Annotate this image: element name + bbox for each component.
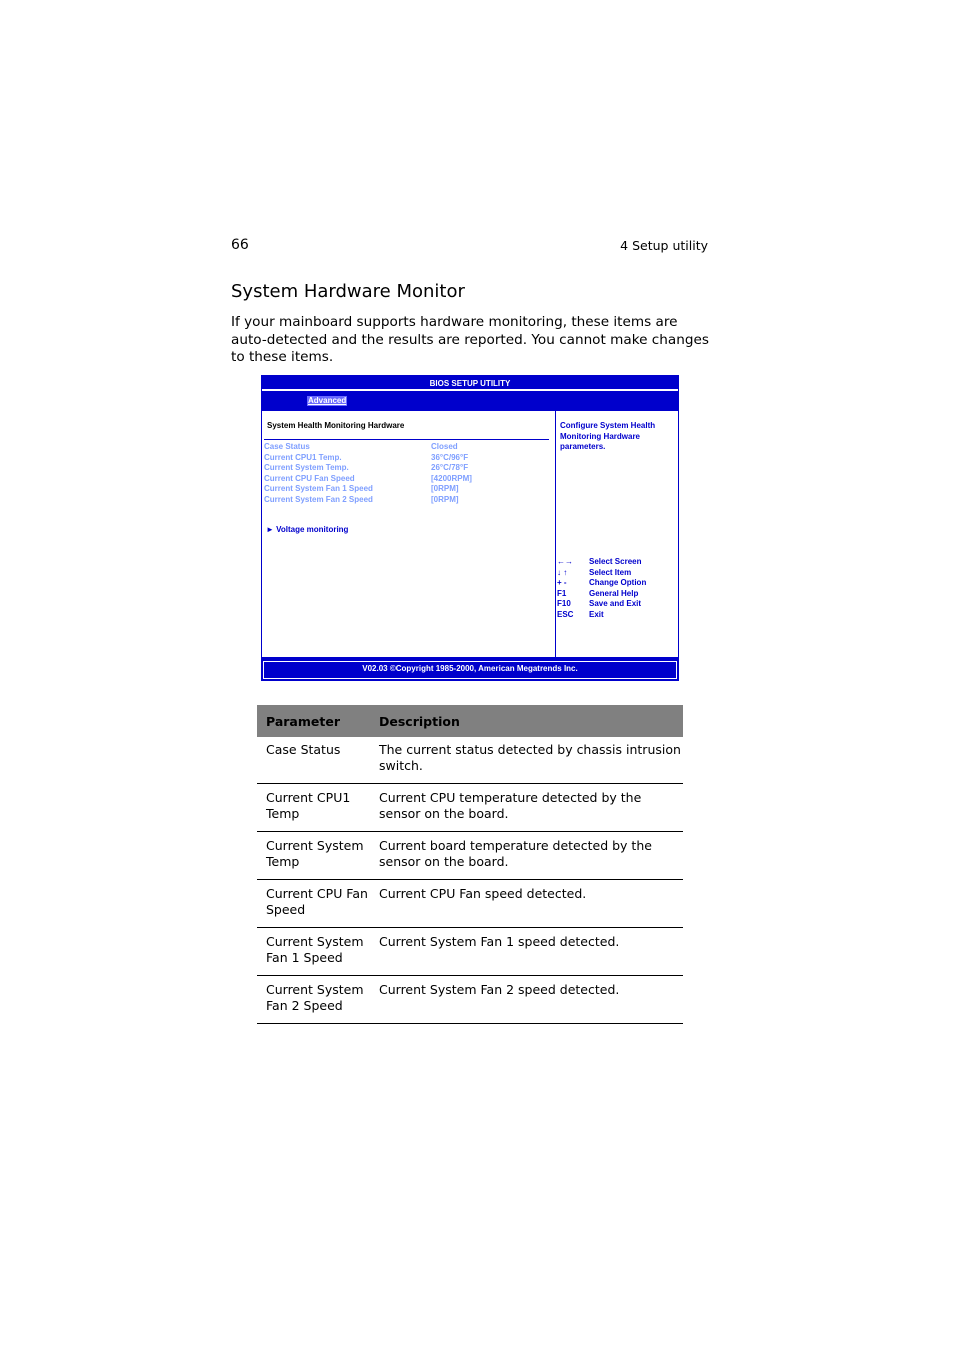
bios-row-label: Case Status: [264, 442, 310, 451]
parameter-cell: Current CPU1 Temp: [257, 784, 370, 832]
table-header-row: [257, 705, 683, 737]
bios-row-value: [0RPM]: [431, 494, 459, 504]
bios-title: BIOS SETUP UTILITY: [429, 379, 511, 388]
description-cell: Current System Fan 1 speed detected.: [370, 928, 683, 976]
bios-panel-heading: System Health Monitoring Hardware: [267, 421, 405, 430]
bios-row-label: Current CPU Fan Speed: [264, 473, 355, 483]
bios-help-text: Configure System Health Monitoring Hardware parameters.: [560, 421, 656, 451]
table-row: [257, 737, 683, 784]
bios-row-label: Current CPU1 Temp.: [264, 452, 342, 462]
bios-footer: [262, 657, 678, 680]
arrow-left-right-icon: ←→: [557, 557, 573, 566]
column-header-parameter: Parameter: [257, 705, 370, 737]
parameter-cell: Current CPU Fan Speed: [257, 880, 370, 928]
bios-row-case-status: [264, 442, 554, 452]
bios-copyright: V02.03 ©Copyright 1985-2000, American Megatrends Inc.: [263, 661, 677, 679]
bios-row-label: Current System Fan 1 Speed: [264, 484, 373, 493]
bios-row-value: Closed: [431, 442, 458, 451]
key-description: General Help: [589, 588, 639, 598]
bios-row-label: Current System Fan 2 Speed: [264, 494, 373, 504]
key-legend-row: [557, 557, 677, 568]
bios-row-label: Current System Temp.: [264, 463, 349, 472]
bios-row-system-temp: [264, 463, 554, 473]
description-cell: The current status detected by chassis intrusion switch.: [370, 737, 683, 784]
key-legend-row: [557, 610, 677, 621]
arrow-up-down-icon: ↓ ↑: [557, 567, 568, 577]
table-row: [257, 976, 683, 1024]
parameter-cell: Current System Fan 2 Speed: [257, 976, 370, 1024]
key-legend-row: [557, 578, 677, 589]
bios-main-panel: [262, 411, 556, 657]
section-title: System Hardware Monitor: [231, 281, 465, 302]
description-cell: Current CPU temperature detected by the sensor on the board.: [370, 784, 683, 832]
key-description: Save and Exit: [589, 599, 642, 608]
bios-row-value: 26°C/78°F: [431, 463, 469, 472]
parameter-cell: Case Status: [257, 737, 370, 784]
parameter-table: [257, 705, 683, 1024]
bios-menu-bar: [262, 391, 678, 411]
table-row: [257, 880, 683, 928]
key-legend-row: [557, 589, 677, 600]
table-row: [257, 784, 683, 832]
key-description: Select Item: [589, 567, 632, 577]
chapter-title: 4 Setup utility: [620, 238, 708, 253]
key-legend-row: [557, 568, 677, 579]
key-f10: F10: [557, 599, 571, 608]
key-description: Change Option: [589, 578, 647, 587]
key-legend-row: [557, 599, 677, 610]
tab-advanced[interactable]: Advanced: [308, 396, 347, 405]
description-cell: Current System Fan 2 speed detected.: [370, 976, 683, 1024]
bios-row-value: [0RPM]: [431, 484, 459, 493]
page-number: 66: [231, 237, 249, 253]
bios-screenshot: [261, 375, 679, 681]
bios-row-value: [4200RPM]: [431, 473, 472, 483]
voltage-monitoring-submenu[interactable]: ► Voltage monitoring: [266, 525, 349, 534]
table-row: [257, 928, 683, 976]
bios-divider: [264, 439, 549, 440]
parameter-cell: Current System Temp: [257, 832, 370, 880]
key-plus-minus: + -: [557, 578, 567, 587]
column-header-description: Description: [370, 705, 683, 737]
key-description: Exit: [589, 609, 604, 619]
key-description: Select Screen: [589, 557, 642, 566]
bios-key-legend: [557, 557, 677, 620]
key-f1: F1: [557, 588, 567, 598]
bios-row-cpu-fan: [264, 474, 554, 484]
table-row: [257, 832, 683, 880]
bios-title-bar: [262, 376, 678, 390]
description-cell: Current board temperature detected by the sensor on the board.: [370, 832, 683, 880]
bios-row-cpu1-temp: [264, 453, 554, 463]
bios-row-value: 36°C/96°F: [431, 452, 469, 462]
parameter-cell: Current System Fan 1 Speed: [257, 928, 370, 976]
key-esc: ESC: [557, 609, 574, 619]
intro-paragraph: If your mainboard supports hardware monitoring, these items are auto-detected and the results are reported. You cannot make changes to these items.: [231, 314, 709, 365]
bios-row-system-fan-1: [264, 484, 554, 494]
description-cell: Current CPU Fan speed detected.: [370, 880, 683, 928]
bios-row-system-fan-2: [264, 495, 554, 505]
bios-help-panel: [556, 411, 678, 657]
